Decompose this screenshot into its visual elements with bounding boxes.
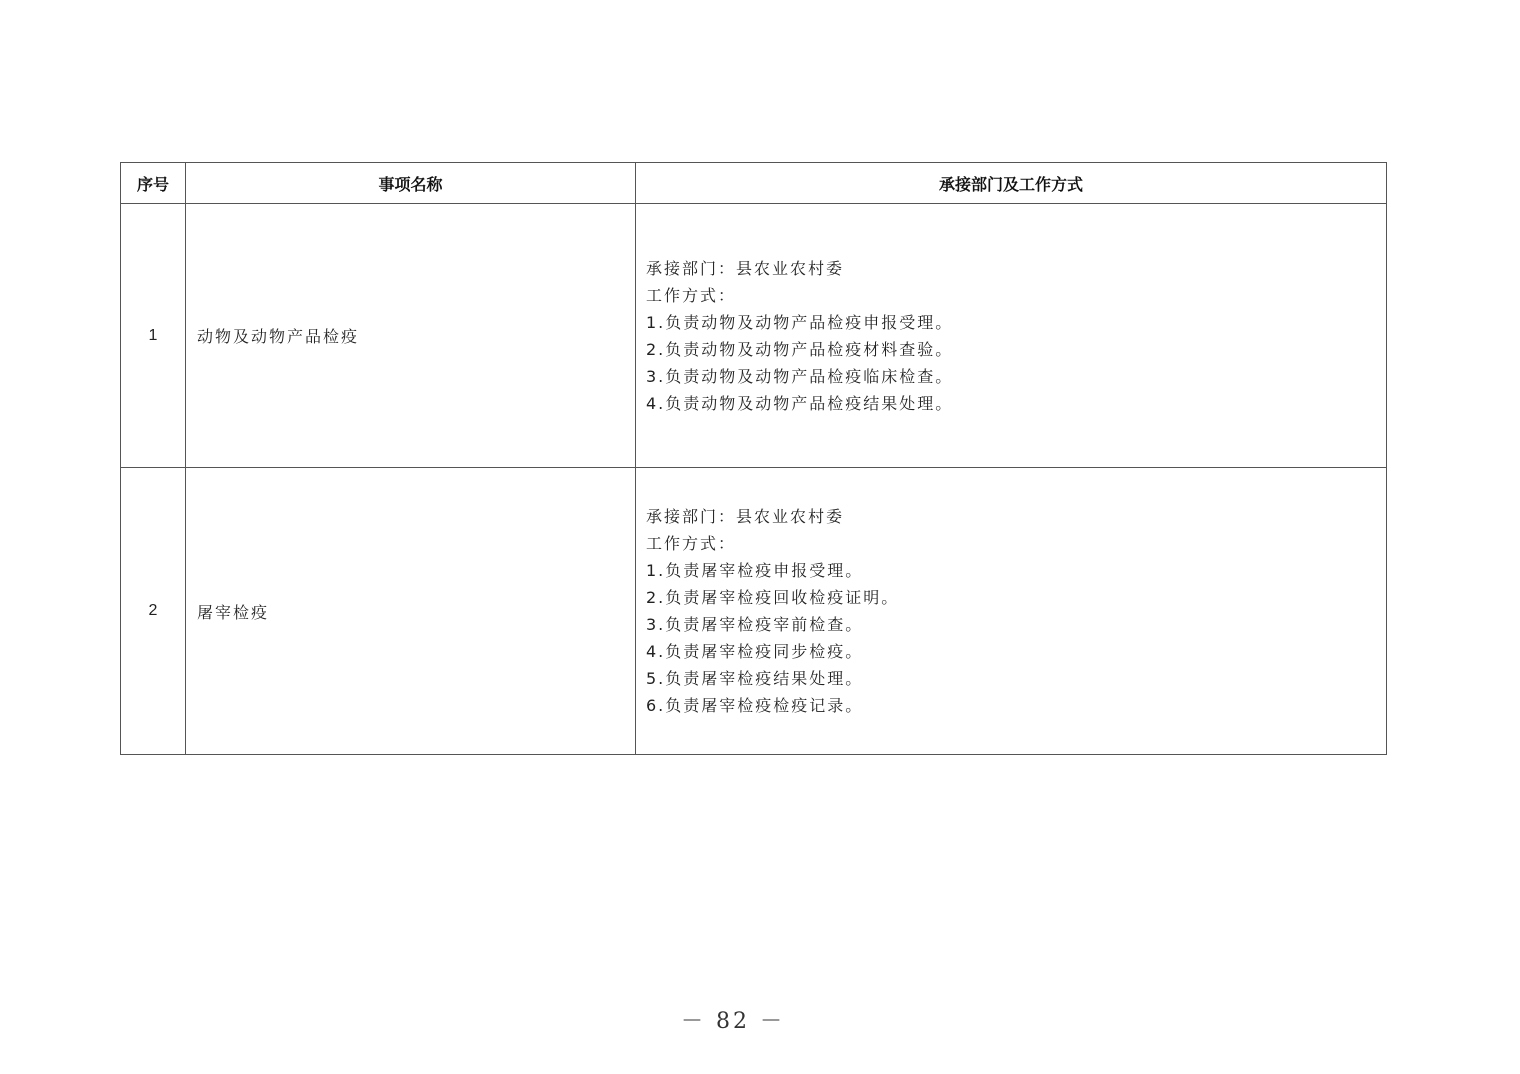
row-serial-number: 2	[121, 468, 186, 755]
page-number: － 82 －	[681, 1009, 785, 1034]
detail-department: 承接部门：县农业农村委	[646, 507, 845, 526]
detail-method-label: 工作方式：	[646, 534, 737, 553]
row-matter-name: 动物及动物产品检疫	[186, 204, 636, 468]
matters-table	[120, 162, 1387, 755]
table-header-row	[121, 163, 1387, 204]
detail-item: 3.负责动物及动物产品检疫临床检查。	[646, 366, 954, 386]
detail-department: 承接部门：县农业农村委	[646, 258, 845, 278]
detail-item: 4.负责动物及动物产品检疫结果处理。	[646, 393, 954, 413]
detail-item: 2.负责动物及动物产品检疫材料查验。	[646, 339, 954, 359]
header-department-and-method: 承接部门及工作方式	[636, 163, 1387, 204]
row-matter-name: 屠宰检疫	[186, 468, 636, 755]
detail-item: 6.负责屠宰检疫检疫记录。	[646, 696, 864, 715]
row-detail-cell	[636, 468, 1387, 755]
table-row	[121, 204, 1387, 468]
row-detail-cell	[636, 204, 1387, 468]
detail-item: 5.负责屠宰检疫结果处理。	[646, 669, 864, 688]
detail-item: 3.负责屠宰检疫宰前检查。	[646, 615, 864, 634]
detail-item: 1.负责动物及动物产品检疫申报受理。	[646, 312, 954, 332]
detail-item: 4.负责屠宰检疫同步检疫。	[646, 642, 864, 661]
detail-item: 2.负责屠宰检疫回收检疫证明。	[646, 588, 900, 607]
header-matter-name: 事项名称	[186, 163, 636, 204]
row-serial-number: 1	[121, 204, 186, 468]
detail-item: 1.负责屠宰检疫申报受理。	[646, 561, 864, 580]
table-row	[121, 468, 1387, 755]
detail-method-label: 工作方式：	[646, 285, 737, 305]
header-serial-number: 序号	[121, 163, 186, 204]
